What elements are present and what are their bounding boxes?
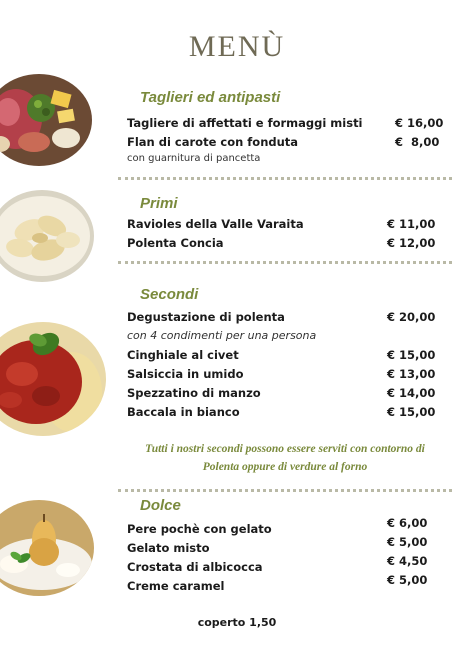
- menu-item-name: Tagliere di affettati e formaggi misti: [127, 116, 363, 130]
- menu-item-name: Baccala in bianco: [127, 405, 240, 419]
- menu-item-price: € 15,00: [387, 405, 436, 419]
- menu-item-price: € 12,00: [387, 236, 436, 250]
- section-heading-primi: Primi: [140, 195, 178, 212]
- menu-item-description: con 4 condimenti per una persona: [127, 329, 317, 342]
- menu-item-price: € 13,00: [387, 367, 436, 381]
- section-heading-dolce: Dolce: [140, 497, 181, 514]
- menu-item-price: € 5,00: [387, 573, 428, 587]
- menu-item-price: € 8,00: [395, 135, 440, 149]
- menu-item-name: Salsiccia in umido: [127, 367, 244, 381]
- menu-item-name: Spezzatino di manzo: [127, 386, 261, 400]
- menu-item-price: € 15,00: [387, 348, 436, 362]
- dolce-photo: [0, 500, 94, 596]
- section-heading-antipasti: Taglieri ed antipasti: [140, 89, 281, 106]
- primi-photo: [0, 190, 94, 282]
- secondi-note-line-2: Polenta oppure di verdure al forno: [202, 461, 368, 473]
- section-divider: [118, 177, 452, 180]
- menu-item-name: Flan di carote con fonduta: [127, 135, 299, 149]
- menu-item-price: € 20,00: [387, 310, 436, 324]
- menu-item-price: € 5,00: [387, 535, 428, 549]
- menu-item-name: Pere pochè con gelato: [127, 522, 272, 536]
- section-heading-secondi: Secondi: [140, 286, 199, 303]
- secondi-photo: [0, 322, 106, 436]
- menu-item-name: Cinghiale al civet: [127, 348, 239, 362]
- menu-item-name: Gelato misto: [127, 541, 210, 555]
- menu-item-description: con guarnitura di pancetta: [127, 153, 261, 164]
- menu-item-name: Degustazione di polenta: [127, 310, 285, 324]
- menu-item-name: Creme caramel: [127, 579, 225, 593]
- menu-item-name: Ravioles della Valle Varaita: [127, 217, 304, 231]
- secondi-note-line-1: Tutti i nostri secondi possono essere serviti con contorno di: [145, 443, 425, 455]
- menu-item-price: € 14,00: [387, 386, 436, 400]
- section-divider: [118, 261, 452, 264]
- menu-item-price: € 16,00: [395, 116, 444, 130]
- section-divider: [118, 489, 452, 492]
- menu-item-price: € 6,00: [387, 516, 428, 530]
- menu-item-name: Polenta Concia: [127, 236, 224, 250]
- menu-item-price: € 4,50: [387, 554, 428, 568]
- menu-item-name: Crostata di albicocca: [127, 560, 263, 574]
- antipasti-photo: [0, 74, 92, 166]
- menu-title: MENÙ: [188, 30, 286, 63]
- menu-item-price: € 11,00: [387, 217, 436, 231]
- coperto-charge: coperto 1,50: [197, 616, 277, 629]
